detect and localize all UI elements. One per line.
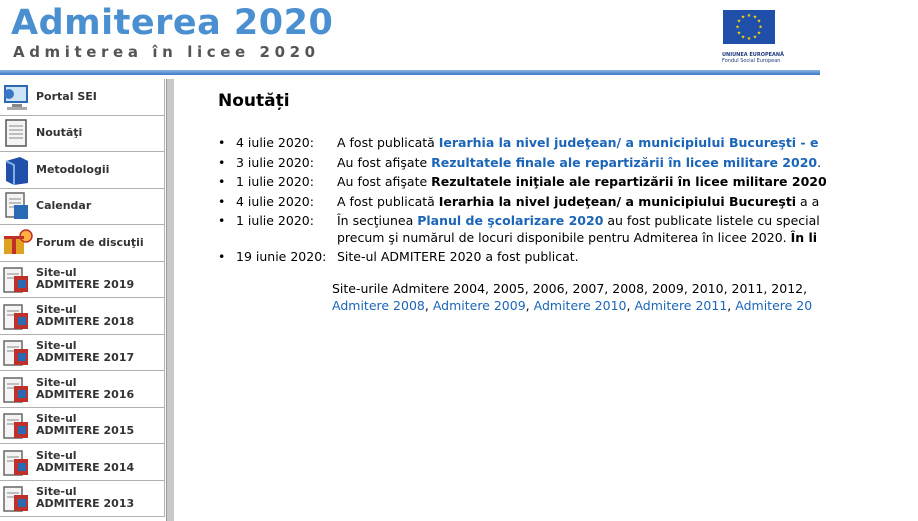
site-archive-link[interactable]: Admitere 2010	[533, 297, 627, 313]
sidebar-item-label: Site-ul ADMITERE 2019	[36, 266, 135, 292]
computer-user-icon	[0, 80, 34, 114]
news-text	[337, 135, 818, 150]
site-title[interactable]: Admiterea 2020	[11, 3, 334, 43]
news-text-post: au fost publicate listele cu special	[603, 213, 820, 228]
sidebar-item-label: Metodologii	[36, 162, 110, 176]
bullet-icon: •	[218, 193, 226, 209]
sidebar-item-label: Calendar	[36, 199, 92, 213]
gift-forum-icon	[0, 226, 34, 260]
svg-text:★: ★	[752, 34, 758, 41]
main-content	[174, 79, 827, 521]
sidebar-item-label: Site-ul ADMITERE 2016	[36, 375, 135, 401]
sites-archive-text: Site-urile Admitere 2004, 2005, 2006, 2007, 2008, 2009, 2010, 2011, 2012,	[332, 281, 808, 296]
news-text-post: .	[817, 154, 822, 170]
sidebar-item-label: Site-ul ADMITERE 2013	[36, 485, 135, 511]
svg-text:★: ★	[735, 24, 740, 31]
sidebar-item[interactable]	[0, 298, 165, 335]
news-date: 3 iulie 2020:	[236, 154, 314, 170]
sidebar-item-label: Site-ul ADMITERE 2018	[36, 302, 135, 328]
news-text-pre: A fost publicată	[337, 135, 439, 150]
bullet-icon: •	[218, 154, 226, 170]
sidebar-item[interactable]	[0, 408, 165, 445]
svg-text:★: ★	[746, 36, 752, 42]
svg-text:★: ★	[756, 30, 762, 37]
news-bold-text: Rezultatele iniţiale ale repartizării în licee militare 2020	[431, 174, 827, 189]
news-text-pre: În secţiunea	[337, 213, 418, 228]
sidebar-item-label: Portal SEI	[36, 89, 97, 103]
sidebar-item-label: Noutăţi	[36, 126, 83, 140]
link-separator: ,	[424, 297, 433, 313]
sidebar	[0, 79, 165, 517]
news-link[interactable]: Rezultatele finale ale repartizării în licee militare 2020	[431, 154, 818, 170]
list-item	[218, 135, 918, 152]
site-archive-link[interactable]: Admitere 20	[735, 297, 813, 313]
news-list	[218, 135, 918, 269]
news-text	[337, 249, 579, 264]
news-date: 1 iulie 2020:	[236, 174, 314, 189]
link-separator: ,	[727, 297, 736, 313]
eu-caption-title: UNIUNEA EUROPEANĂ	[722, 52, 784, 58]
sidebar-item-label: Site-ul ADMITERE 2015	[36, 412, 135, 438]
sites-archive	[332, 281, 812, 314]
news-link[interactable]: Planul de şcolarizare 2020	[417, 213, 604, 228]
news-text-continued	[337, 230, 918, 247]
bullet-icon: •	[218, 213, 226, 228]
archive-document-icon	[0, 372, 34, 406]
sidebar-item[interactable]	[0, 152, 165, 189]
sidebar-item[interactable]	[0, 116, 165, 153]
eu-flag-icon	[723, 10, 775, 44]
svg-text:★: ★	[746, 13, 752, 19]
link-separator: ,	[626, 297, 635, 313]
svg-text:★: ★	[736, 30, 742, 37]
bullet-icon: •	[218, 174, 226, 189]
book-icon	[0, 153, 34, 187]
news-text-pre: Site-ul ADMITERE 2020 a fost publicat.	[337, 249, 579, 264]
calendar-document-icon	[0, 189, 34, 223]
site-subtitle: Admiterea în licee 2020	[13, 43, 320, 61]
sidebar-item[interactable]	[0, 225, 165, 262]
svg-text:★: ★	[740, 34, 746, 41]
site-archive-link[interactable]: Admitere 2011	[634, 297, 728, 313]
archive-document-icon	[0, 408, 34, 442]
news-date: 4 iulie 2020:	[236, 135, 314, 150]
bullet-icon: •	[218, 135, 226, 150]
list-item	[218, 174, 918, 191]
sidebar-item[interactable]	[0, 335, 165, 372]
news-text	[337, 194, 819, 209]
news-date: 4 iulie 2020:	[236, 193, 314, 209]
header-divider	[0, 70, 820, 75]
bullet-icon: •	[218, 249, 226, 264]
sidebar-item[interactable]	[0, 79, 165, 116]
sidebar-item-label: Site-ul ADMITERE 2017	[36, 339, 135, 365]
svg-text:★: ★	[752, 14, 758, 21]
news-text	[337, 213, 820, 228]
site-archive-link[interactable]: Admitere 2009	[432, 297, 526, 313]
sidebar-item[interactable]	[0, 481, 165, 518]
news-text-pre: Au fost afişate	[337, 174, 432, 189]
svg-text:★: ★	[740, 14, 746, 21]
document-icon	[0, 116, 34, 150]
link-separator: ,	[525, 297, 534, 313]
news-link[interactable]: Ierarhia la nivel judeţean/ a municipiului Bucureşti - e	[438, 135, 819, 150]
news-bold-text: Ierarhia la nivel judeţean/ a municipiului Bucureşti	[438, 193, 797, 209]
archive-document-icon	[0, 299, 34, 333]
header	[0, 0, 820, 70]
news-text	[337, 174, 827, 189]
archive-document-icon	[0, 481, 34, 515]
news-text-pre: Au fost afişate	[337, 154, 432, 170]
sidebar-item[interactable]	[0, 262, 165, 299]
news-bold-text: În li	[790, 229, 818, 245]
news-text-line2: precum şi numărul de locuri disponibile pentru Admiterea în licee 2020.	[337, 229, 791, 245]
eu-caption-fund: Fondul Social European	[722, 58, 781, 64]
list-item	[218, 213, 918, 246]
news-text-pre: A fost publicată	[337, 193, 439, 209]
archive-document-icon	[0, 445, 34, 479]
sidebar-item[interactable]	[0, 444, 165, 481]
page-title: Noutăți	[218, 91, 290, 111]
archive-document-icon	[0, 262, 34, 296]
archive-document-icon	[0, 335, 34, 369]
news-date: 1 iulie 2020:	[236, 213, 314, 228]
svg-text:★: ★	[758, 24, 763, 31]
list-item	[218, 155, 918, 172]
svg-text:★: ★	[736, 18, 742, 25]
news-text	[337, 155, 821, 170]
sidebar-item-label: Forum de discuţii	[36, 235, 144, 249]
site-archive-link[interactable]: Admitere 2008	[332, 297, 425, 313]
list-item	[218, 194, 918, 211]
sites-archive-links	[332, 298, 812, 315]
news-text-post: a a	[796, 193, 820, 209]
sidebar-item[interactable]	[0, 189, 165, 226]
list-item	[218, 249, 918, 266]
news-date: 19 iunie 2020:	[236, 249, 327, 264]
svg-text:★: ★	[756, 18, 762, 25]
sidebar-item-label: Site-ul ADMITERE 2014	[36, 448, 135, 474]
sidebar-separator	[166, 79, 174, 521]
sidebar-item[interactable]	[0, 371, 165, 408]
